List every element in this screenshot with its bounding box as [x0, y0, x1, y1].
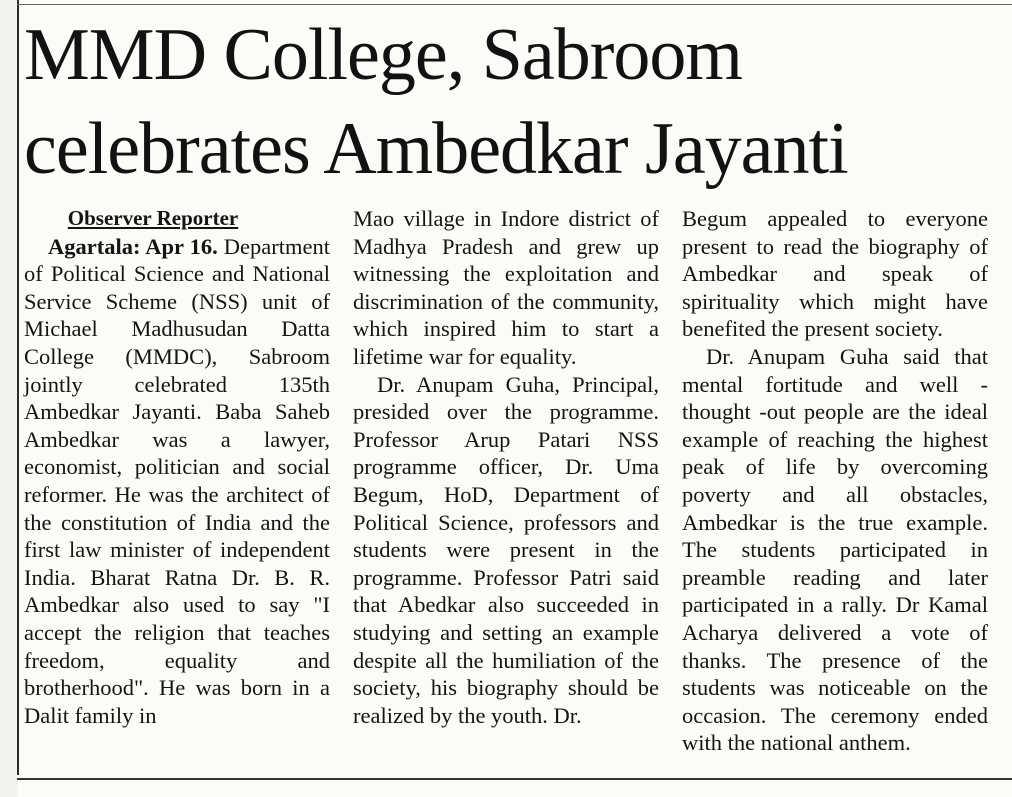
page-edge: [0, 0, 18, 797]
article-paragraph: Dr. Anupam Guha said that mental fortitude and well - thought -out people are the ideal example of reaching the highest peak of life by overcoming poverty and all obstacles, Ambedkar is the true example. The students participated in preamble reading and later participated in a rally. Dr Kamal Acharya delivered a vote of thanks. The presence of the students was noticeable on the occasion. The ceremony ended with the national anthem.: [682, 343, 988, 756]
dateline: Agartala: Apr 16.: [48, 233, 218, 259]
article-paragraph: Mao village in Indore district of Madhya Pradesh and grew up witnessing the exploitation and discrimination of the community, which inspired him to start a lifetime war for equality.: [353, 206, 659, 369]
headline-line-2: celebrates Ambedkar Jayanti: [24, 108, 848, 190]
column-rule: [17, 0, 19, 775]
top-rule: [17, 4, 1012, 5]
article-column-3: [682, 205, 988, 757]
bottom-rule: [17, 778, 1012, 780]
article-body: [24, 205, 989, 775]
article-paragraph: Begum appealed to everyone present to read the biography of Ambedkar and speak of spirituality which might have benefited the present society.: [682, 206, 988, 342]
article-paragraph: Dr. Anupam Guha, Principal, presided over the programme. Professor Arup Patari NSS programme officer, Dr. Uma Begum, HoD, Department of Political Science, professors and students were present in the programme. Professor Patri said that Abedkar also succeeded in studying and setting an example despite all the humiliation of the society, his biography should be realized by the youth. Dr.: [353, 371, 659, 728]
article-paragraph: [24, 233, 330, 730]
headline: [24, 8, 1009, 196]
byline: Observer Reporter: [67, 206, 239, 230]
article-column-2: [353, 205, 659, 729]
headline-line-1: MMD College, Sabroom: [24, 14, 742, 96]
article-column-1: [24, 205, 330, 729]
paragraph-text: Department of Political Science and National Service Scheme (NSS) unit of Michael Madhusudan Datta College (MMDC), Sabroom jointly celebrated 135th Ambedkar Jayanti. Baba Saheb Ambedkar was a lawyer, economist, politician and social reformer. He was the architect of the constitution of India and the first law minister of independent India. Bharat Ratna Dr. B. R. Ambedkar also used to say "I accept the religion that teaches freedom, equality and brotherhood". He was born in a Dalit family in: [24, 233, 330, 728]
